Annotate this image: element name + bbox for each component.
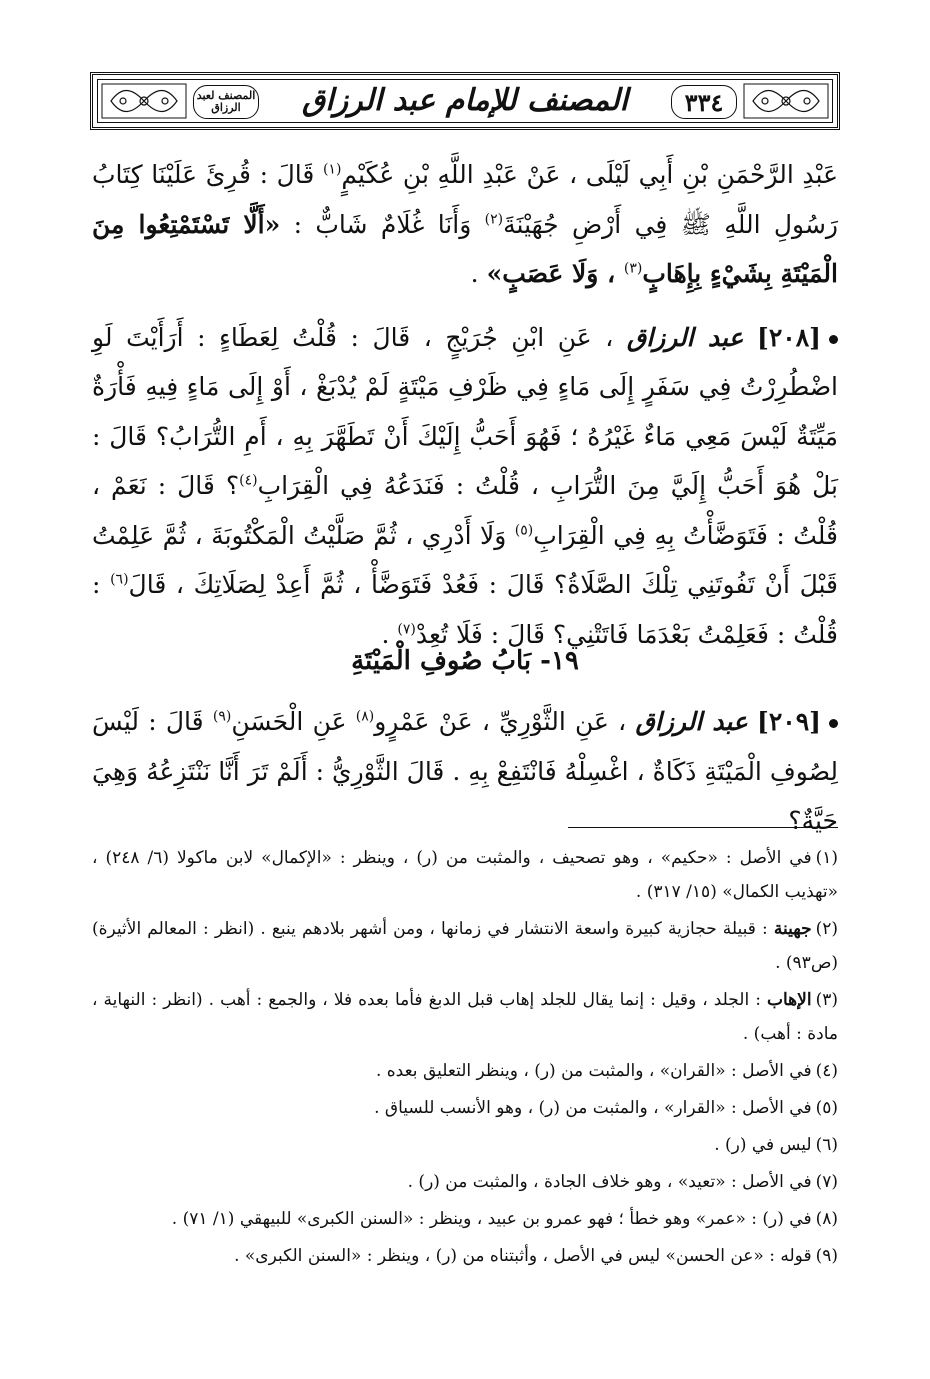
main-text-2 <box>92 697 838 846</box>
hadith-number: [٢٠٨] <box>757 322 822 352</box>
para1-text2: قَالَ : قُرِئَ عَلَيْنَا كِتَابُ رَسُولِ اللَّهِ ﷺ فِي أَرْضِ جُهَيْنَةَ <box>92 160 838 239</box>
para2-text: ، عَنِ ابْنِ جُرَيْجٍ ، قَالَ : قُلْتُ لِعَطَاءٍ : أَرَأَيْتَ لَوِ اضْطُرِرْتُ فِي سَفَرٍ إِلَى مَاءٍ فِي ظَرْفِ مَيْتَةٍ لَمْ يُدْبَغْ ، أَوْ إِلَى مَاءٍ فِيهِ فَأْرَةٌ مَيِّتَةٌ لَيْسَ مَعِي مَاءٌ غَيْرُهُ ؛ فَهُوَ أَحَبُّ إِلَيْكَ أَنْ تَطَهَّرَ بِهِ ، أَمِ التُّرَابُ؟ قَالَ : بَلْ هُوَ أَحَبُّ إِلَيَّ مِنَ التُّرَابِ ، قُلْتُ : فَنَدَعُهُ فِي الْقِرَابِ <box>92 322 838 500</box>
footnote-text: في الأصل : «تعيد» ، وهو خلاف الجادة ، والمثبت من (ر) . <box>407 1172 812 1192</box>
footnote-label: (٧) <box>815 1172 838 1192</box>
footnote-text: ليس في (ر) . <box>714 1135 812 1155</box>
footnote-ref-1: (١) <box>322 161 342 178</box>
footnote-ref-9: (٩) <box>212 708 232 725</box>
running-title: المصنف للإمام عبد الرزاق <box>302 83 628 118</box>
footnote-term: جهينة <box>773 919 812 939</box>
para3-text: ، عَنِ الثَّوْرِيِّ ، عَنْ عَمْرٍو <box>374 707 636 736</box>
footnote-term: الإهاب <box>767 990 812 1010</box>
emblem-cartouche <box>193 85 259 119</box>
hadith-208 <box>92 313 838 660</box>
hadith-209 <box>92 697 838 846</box>
bullet-icon <box>829 719 838 728</box>
footnote-label: (٦) <box>815 1135 838 1155</box>
footnote-text: في الأصل : «حكيم» ، وهو تصحيف ، والمثبت من (ر) ، وينظر : «الإكمال» لابن ماكولا (٦/ ٢٤٨) ، «تهذيب الكمال» (١٥/ ٣١٧) . <box>92 848 838 902</box>
emblem-text: المصنف لعبد الرزاق <box>196 89 256 114</box>
footnote-ref-5: (٥) <box>514 522 534 539</box>
footnote-text: في الأصل : «القران» ، والمثبت من (ر) ، وينظر التعليق بعده . <box>375 1061 812 1081</box>
para2-end: . <box>381 619 398 649</box>
main-text <box>92 150 838 659</box>
footnote-text: : قبيلة حجازية كبيرة واسعة الانتشار في زمانها ، ومن أشهر بلادهم ينبع . (انظر : المعالم الأثيرة) (ص٩٣) . <box>92 919 838 973</box>
chapter-heading: ١٩- بَابُ صُوفِ الْمَيْتَةِ <box>351 646 579 676</box>
paragraph-continuation <box>92 150 838 299</box>
page-number-cartouche <box>671 85 737 119</box>
footnotes <box>92 841 838 1276</box>
para1-quote: «أَلَّا تَسْتَمْتِعُوا مِنَ الْمَيْتَةِ بِشَيْءٍ بِإِهَابٍ <box>92 209 838 288</box>
para1-text: عَبْدِ الرَّحْمَنِ بْنِ أَبِي لَيْلَى ، عَنْ عَبْدِ اللَّهِ بْنِ عُكَيْمٍ <box>341 160 838 189</box>
footnote-label: (١) <box>815 848 839 868</box>
footnote-ref-6: (٦) <box>110 571 129 588</box>
footnote <box>92 1054 838 1088</box>
footnote <box>92 983 838 1051</box>
footnote-label: (٣) <box>815 990 838 1010</box>
page-number: ٣٣٤ <box>684 87 724 117</box>
footnote-label: (٥) <box>815 1098 838 1118</box>
footnote <box>92 1091 838 1125</box>
ornament-right-icon <box>743 83 829 119</box>
hadith-number: [٢٠٩] <box>757 707 822 736</box>
para2-text2: ؟ قَالَ : نَعَمْ ، قُلْتُ : فَتَوَضَّأْتُ بِهِ فِي الْقِرَابِ <box>92 471 838 550</box>
bullet-icon <box>829 335 838 344</box>
footnote-label: (٤) <box>815 1061 838 1081</box>
footnote <box>92 1128 838 1162</box>
footnote-ref-4: (٤) <box>239 472 258 489</box>
author-name: عبد الرزاق <box>626 322 744 352</box>
footnote-text: قوله : «عن الحسن» ليس في الأصل ، وأثبتناه من (ر) ، وينظر : «السنن الكبرى» . <box>234 1246 812 1266</box>
para1-text3: وَأَنَا غُلَامٌ شَابٌّ : <box>280 209 485 239</box>
footnote-ref-3: (٣) <box>623 260 643 277</box>
footnote-text: : الجلد ، وقيل : إنما يقال للجلد إهاب قبل الدبغ فأما بعده فلا ، والجمع : أهب . (انظر : النهاية ، مادة : أهب) . <box>92 990 838 1044</box>
footnote-text: في (ر) : «عمر» وهو خطأ ؛ فهو عمرو بن عبيد ، وينظر : «السنن الكبرى» للبيهقي (١/ ٧١) . <box>171 1209 812 1229</box>
footnote <box>92 1165 838 1199</box>
running-header <box>90 72 840 130</box>
footnote-label: (٢) <box>815 919 838 939</box>
footnote-label: (٨) <box>815 1209 838 1229</box>
footnote <box>92 1239 838 1273</box>
footnote-ref-2: (٢) <box>484 211 504 228</box>
footnote-text: في الأصل : «القرار» ، والمثبت من (ر) ، وهو الأنسب للسياق . <box>374 1098 812 1118</box>
ornament-left-icon <box>101 83 187 119</box>
para2-text3: وَلَا أَدْرِي ، ثُمَّ صَلَّيْتُ الْمَكْتُوبَةَ ، ثُمَّ عَلِمْتُ قَبْلَ أَنْ تَفُوتَنِي تِلْكَ الصَّلَاةُ؟ قَالَ : فَعُدْ فَتَوَضَّأْ ، ثُمَّ أَعِدْ لِصَلَاتِكَ ، قَالَ <box>92 520 838 599</box>
para3-text2: عَنِ الْحَسَنِ <box>231 707 356 736</box>
footnote-label: (٩) <box>815 1246 838 1266</box>
footnote <box>92 912 838 980</box>
para2-text4: : قُلْتُ : فَعَلِمْتُ بَعْدَمَا فَاتَتْنِي؟ قَالَ : فَلَا تُعِدْ <box>92 570 838 649</box>
para3-text3: قَالَ : لَيْسَ لِصُوفِ الْمَيْتَةِ ذَكَاةٌ ، اغْسِلْهُ فَانْتَفِعْ بِهِ . قَالَ الثَّوْرِيُّ : أَلَمْ تَرَ أَنَّا نَنْتَزِعُهُ وَهِيَ حَيَّةٌ؟ <box>92 707 838 835</box>
para1-quote2: ، وَلَا عَصَبٍ» <box>486 259 624 288</box>
footnote-ref-7: (٧) <box>397 621 416 638</box>
para1-end: . <box>470 259 487 288</box>
footnote <box>92 1202 838 1236</box>
author-name: عبد الرزاق <box>635 707 748 736</box>
footnote-separator <box>568 827 838 828</box>
footnote <box>92 841 838 909</box>
footnote-ref-8: (٨) <box>355 708 375 725</box>
